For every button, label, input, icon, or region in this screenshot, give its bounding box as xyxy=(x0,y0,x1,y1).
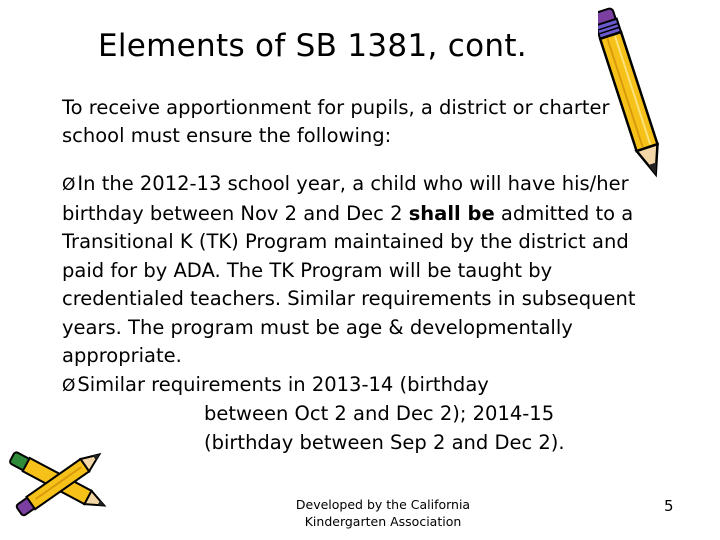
bullet-line-indented: between Oct 2 and Dec 2); 2014-15 xyxy=(204,402,555,425)
bullet-line-indented: (birthday between Sep 2 and Dec 2). xyxy=(204,430,565,454)
arrow-bullet-icon: Ø xyxy=(62,375,76,396)
bullet-text-cont: admitted to a Transitional K (TK) Program maintained by the district and paid for by ADA. The TK Program will be taught by credentialed teachers. Similar requirements in subsequent years. The program must be age & developmentally appropriate. xyxy=(62,201,636,367)
arrow-bullet-icon: Ø xyxy=(62,175,76,195)
slide-title: Elements of SB 1381, cont. xyxy=(98,28,527,64)
bullet-text: In the 2012-13 school year, a child who will have his/her birthday between Nov 2 and Dec 2 xyxy=(62,172,629,225)
bullet-line: Similar requirements in 2013-14 (birthday xyxy=(77,372,489,396)
footer-credit xyxy=(266,496,500,530)
bullet-list xyxy=(62,170,662,457)
bullet-item-2012-13 xyxy=(62,170,662,371)
bullet-item-2013-14 xyxy=(62,371,662,458)
page-number: 5 xyxy=(664,497,674,515)
pencil-clipart-icon xyxy=(598,0,664,190)
footer-line: Developed by the California xyxy=(295,497,471,512)
crossed-pencils-clipart-icon xyxy=(0,432,120,532)
footer-line: Kindergarten Association xyxy=(304,514,462,529)
intro-text: To receive apportionment for pupils, a district or charter school must ensure the following: xyxy=(62,96,610,147)
bullet-emphasis: shall be xyxy=(408,201,495,225)
